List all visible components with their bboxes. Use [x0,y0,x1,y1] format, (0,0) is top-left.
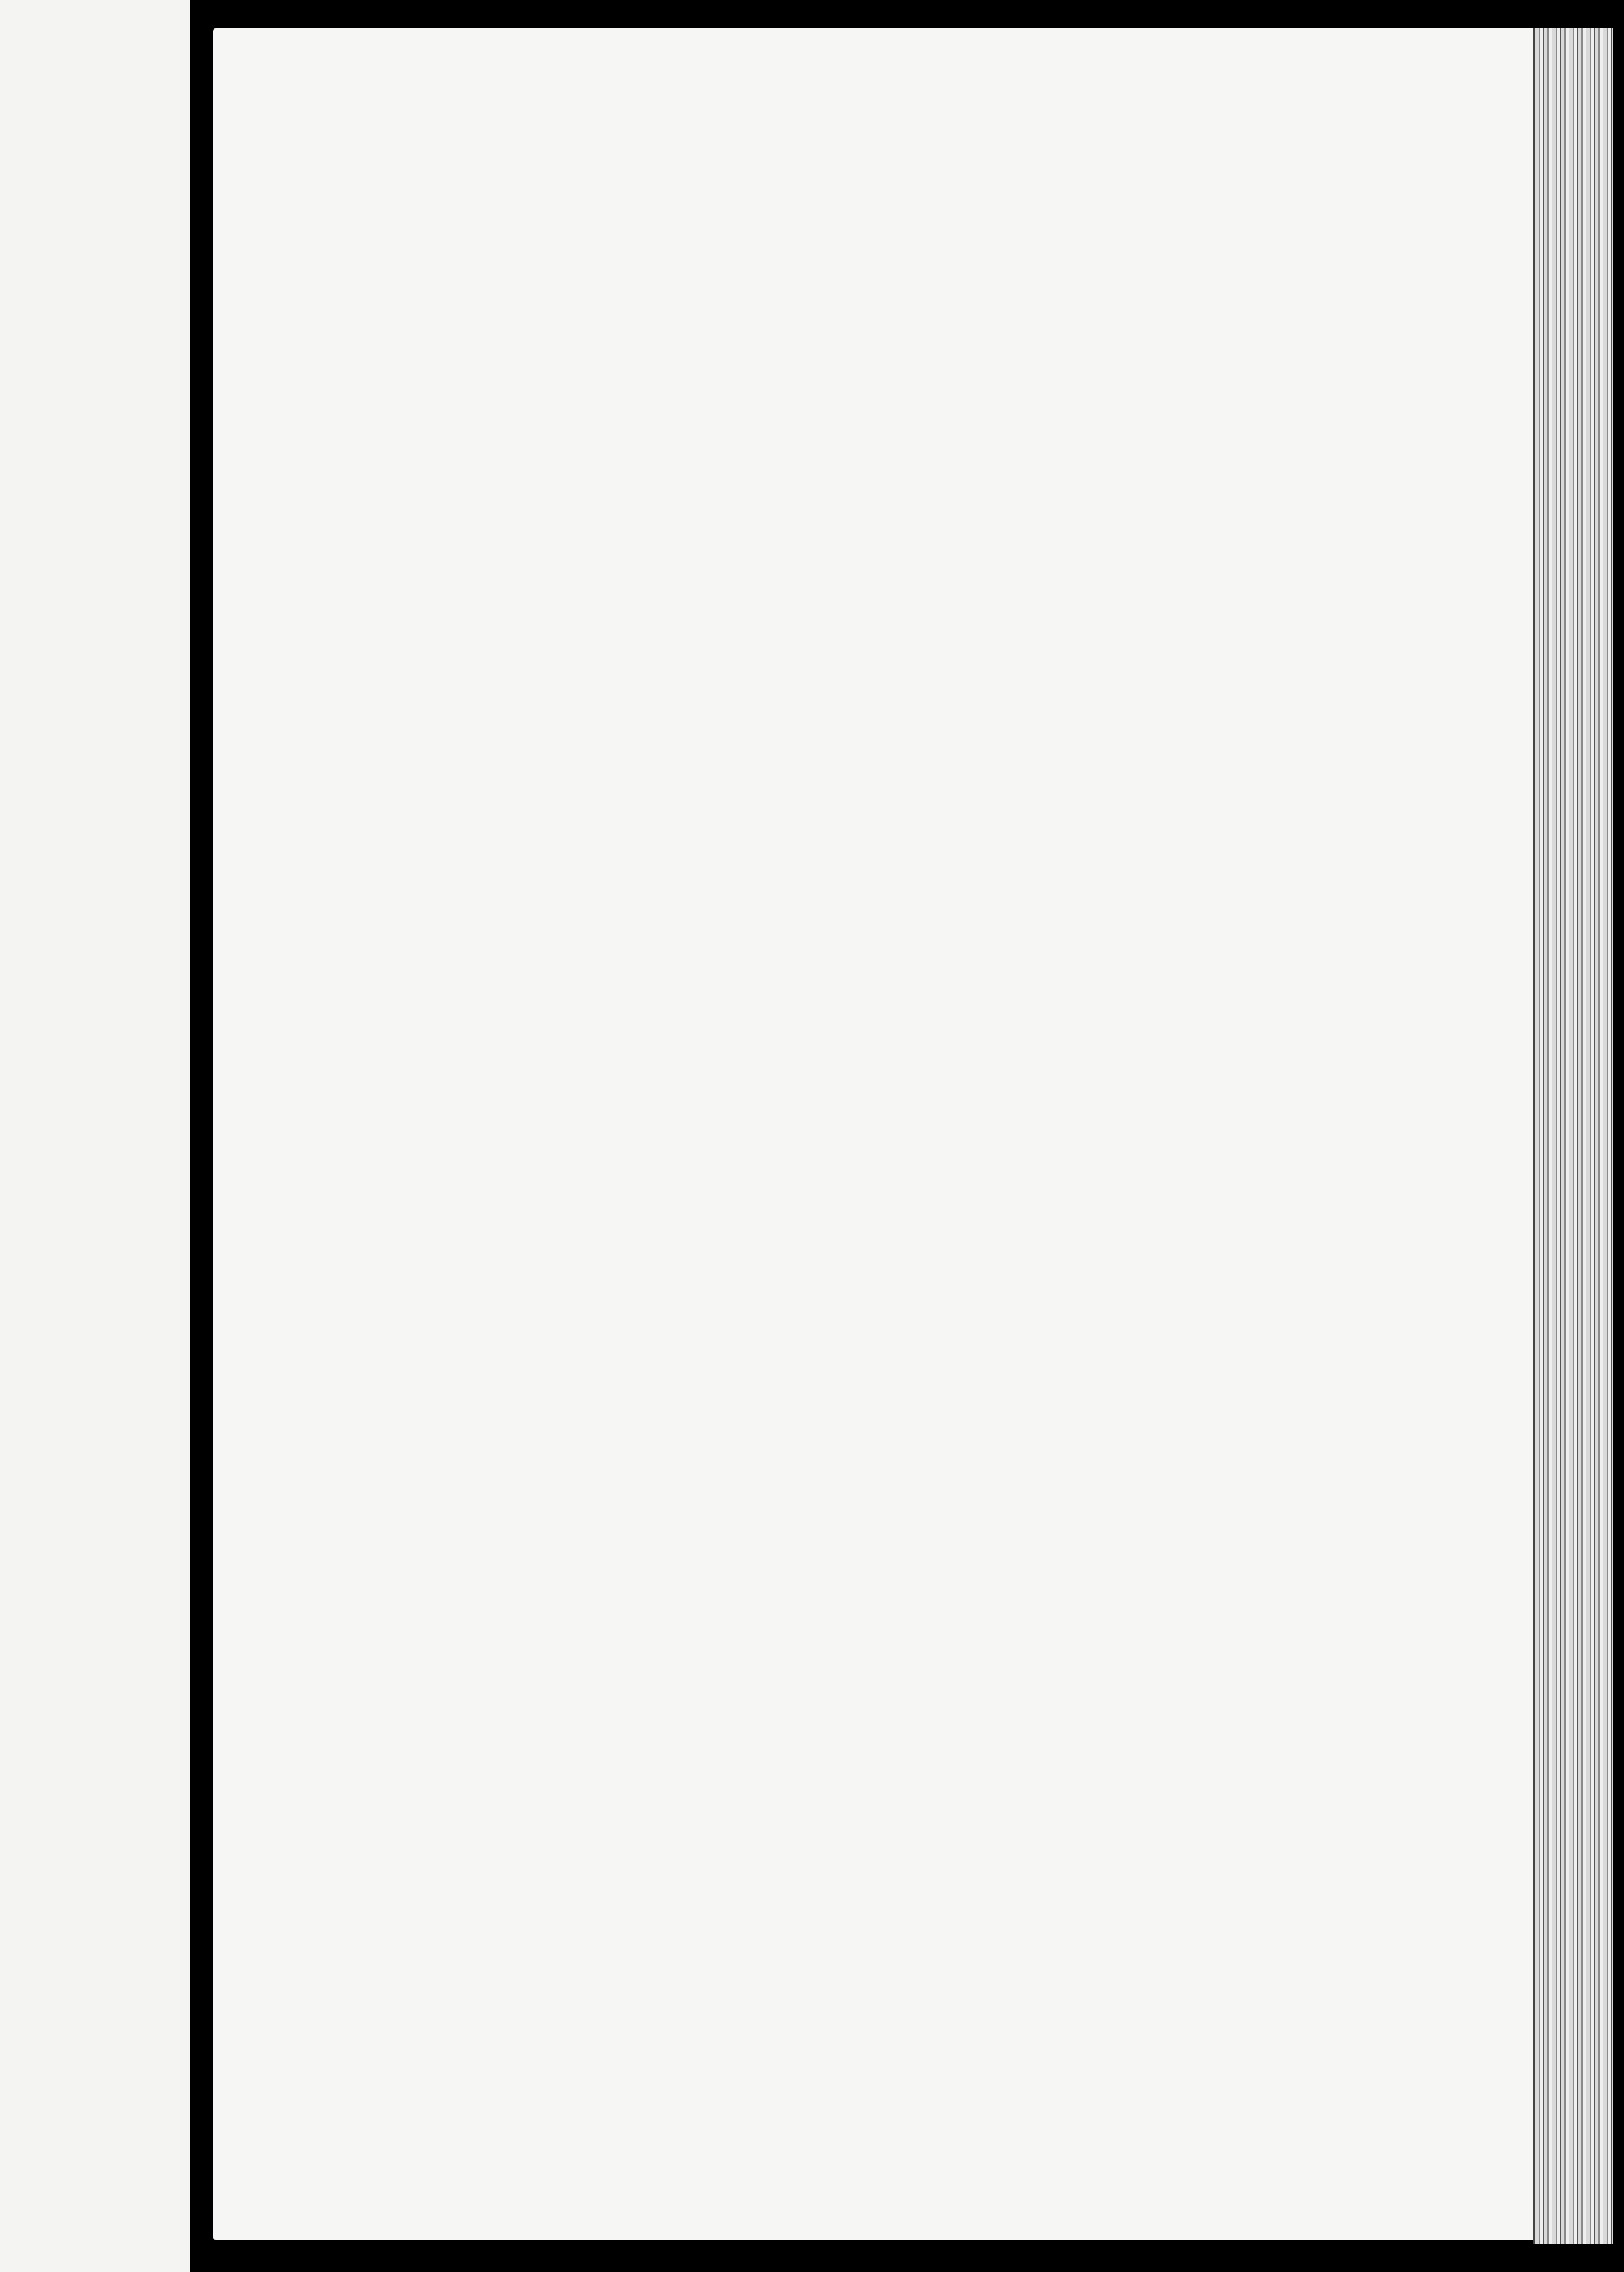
book-gutter [190,0,213,2272]
main-page [213,28,1547,2240]
section-heading [312,295,1249,339]
page-edges [1533,28,1613,2244]
body-text [312,291,1249,339]
left-facing-page [0,0,190,2272]
